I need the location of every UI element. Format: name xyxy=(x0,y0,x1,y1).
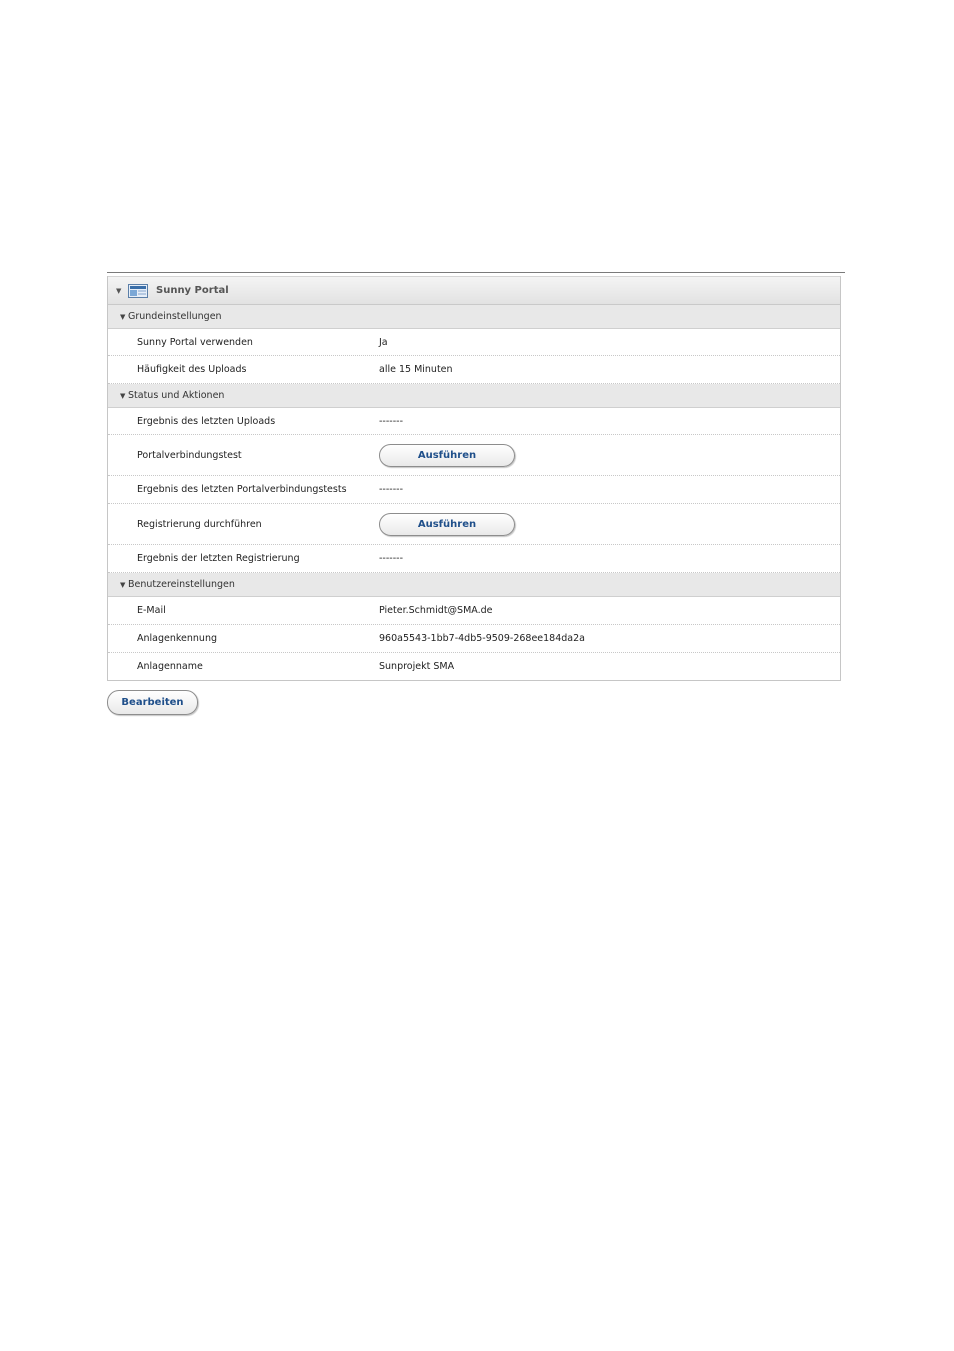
sunny-portal-icon xyxy=(128,284,148,298)
table-row xyxy=(108,329,840,356)
row-label: Sunny Portal verwenden xyxy=(137,336,253,348)
table-row xyxy=(108,653,840,680)
section-basic-settings[interactable] xyxy=(108,305,840,329)
sunny-portal-panel xyxy=(107,276,841,681)
table-row xyxy=(108,408,840,435)
edit-button[interactable]: Bearbeiten xyxy=(107,690,198,715)
row-value: ------- xyxy=(379,553,403,564)
row-label: Anlagenname xyxy=(137,661,203,672)
section-status-actions[interactable] xyxy=(108,384,840,408)
section-title: Benutzereinstellungen xyxy=(128,579,235,590)
panel-title: Sunny Portal xyxy=(156,285,229,296)
row-value: ------- xyxy=(379,415,403,427)
row-label: Anlagenkennung xyxy=(137,633,217,644)
section-title: Grundeinstellungen xyxy=(128,311,222,322)
row-value: Sunprojekt SMA xyxy=(379,661,455,672)
row-value: Pieter.Schmidt@SMA.de xyxy=(379,605,493,616)
row-label: Häufigkeit des Uploads xyxy=(137,364,247,375)
table-row xyxy=(108,545,840,573)
row-label: E-Mail xyxy=(137,605,166,616)
run-registration-button[interactable]: Ausführen xyxy=(379,513,515,536)
collapse-arrow-icon[interactable]: ▼ xyxy=(120,391,126,400)
table-row xyxy=(108,625,840,653)
row-label: Ergebnis der letzten Registrierung xyxy=(137,553,300,564)
panel-header[interactable] xyxy=(108,276,840,305)
table-row xyxy=(108,597,840,625)
row-label: Ergebnis des letzten Portalverbindungstests xyxy=(137,484,347,495)
row-value: alle 15 Minuten xyxy=(379,364,453,375)
table-row xyxy=(108,476,840,504)
collapse-arrow-icon[interactable]: ▼ xyxy=(120,580,126,589)
row-label: Portalverbindungstest xyxy=(137,449,242,461)
table-row xyxy=(108,504,840,545)
table-row xyxy=(108,435,840,476)
table-row xyxy=(108,356,840,384)
row-value: Ja xyxy=(379,336,388,348)
section-title: Status und Aktionen xyxy=(128,390,225,401)
section-user-settings[interactable] xyxy=(108,573,840,597)
collapse-arrow-icon[interactable]: ▼ xyxy=(120,312,126,321)
row-value: ------- xyxy=(379,484,403,495)
top-divider xyxy=(107,272,845,273)
row-value: 960a5543-1bb7-4db5-9509-268ee184da2a xyxy=(379,633,585,644)
collapse-arrow-icon[interactable]: ▼ xyxy=(116,286,122,295)
row-label: Registrierung durchführen xyxy=(137,518,262,530)
run-connection-test-button[interactable]: Ausführen xyxy=(379,444,515,467)
row-label: Ergebnis des letzten Uploads xyxy=(137,415,276,427)
